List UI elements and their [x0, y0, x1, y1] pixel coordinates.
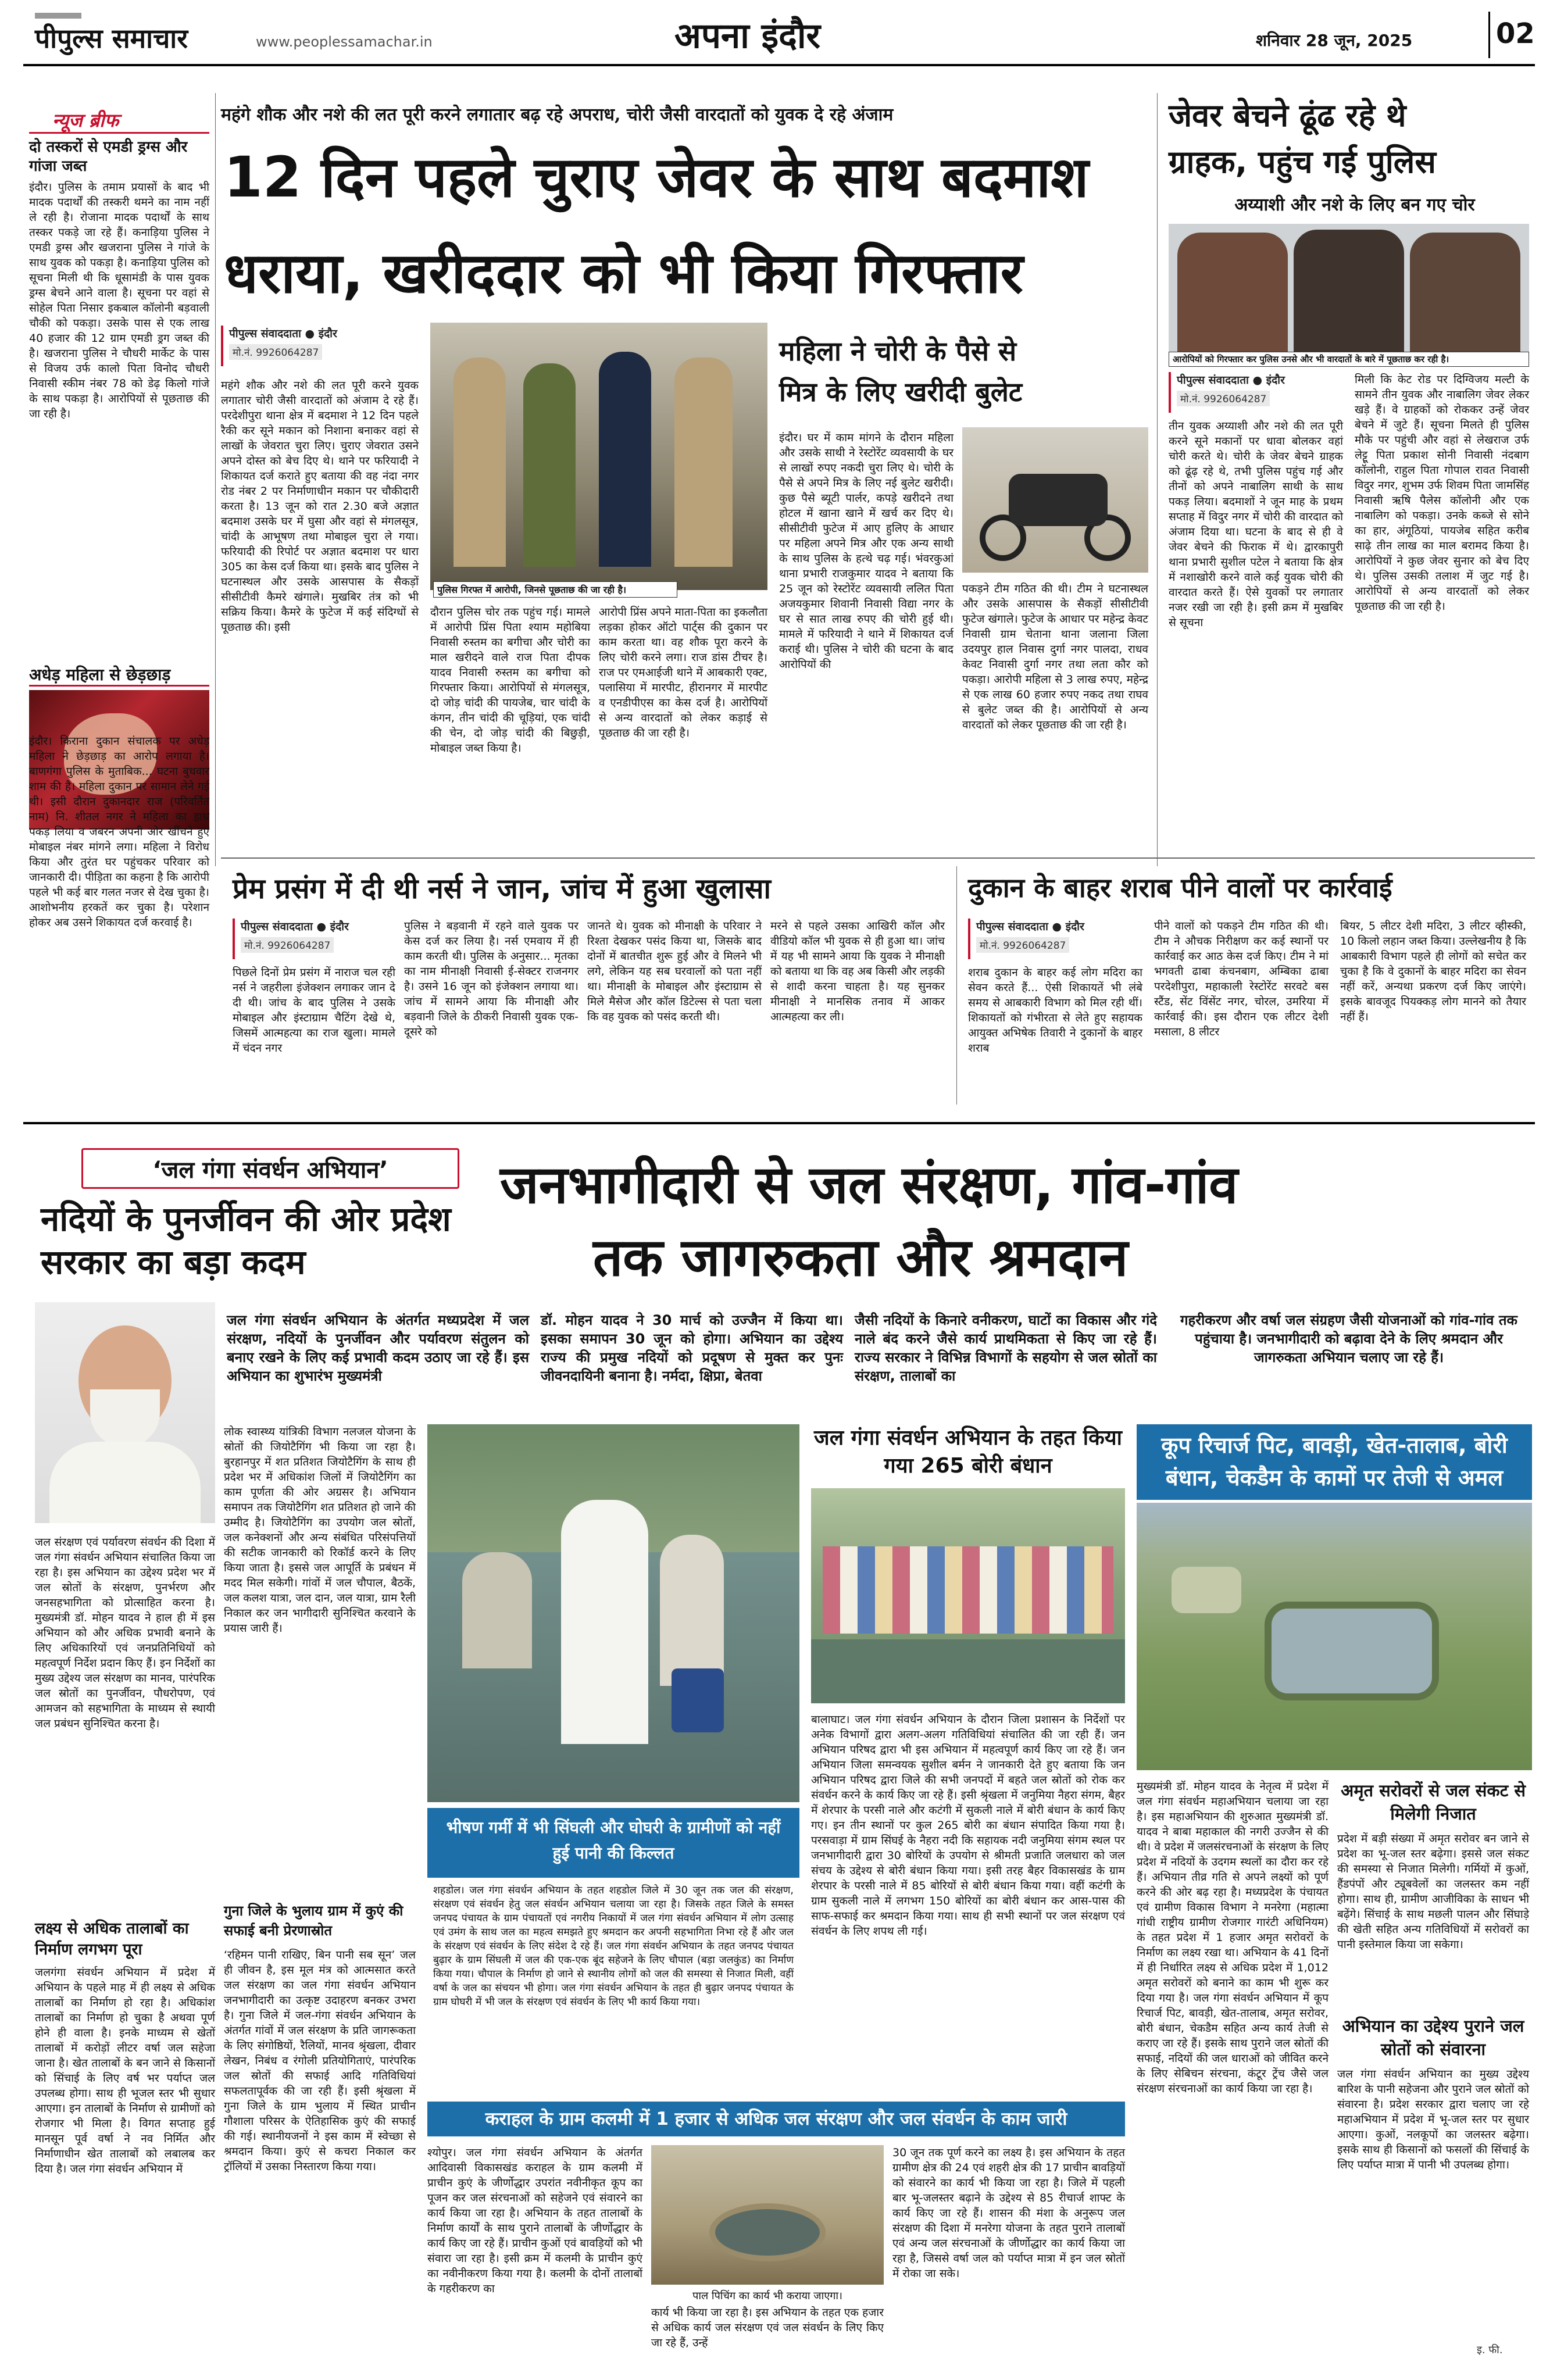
story4-mobile: मो.नं. 9926064287 — [241, 937, 334, 953]
recharge-photo — [1137, 1503, 1532, 1770]
story2-headline-line1: महिला ने चोरी के पैसे से — [779, 335, 1017, 367]
brief2-text: इंदौर। किराना दुकान संचालक पर अधेड़ महिला ने छेड़छाड़ का आरोप लगाया है। बाणगंगा पुलिस के मुताबिक... घटना बुधवार शाम की है। महिला दुकान पर सामान लेने गई थी। इसी दौरान दुकानदार राज (परिवर्तित नाम) नि. शीतल नगर ने महिला का हाथ पकड़ लिया व जबरन अपनी ओर खींचने हुए मोबाइल नंबर मांगने लगा। महिला ने विरोध किया और तुरंत घर पहुंचकर परिवार को जानकारी दी। पीड़िता का कहना है कि आरोपी पहले भी कई बार गलत नजर से देख चुका है। आशोभनीय हरकतें कर चुका है। परेशान होकर अब उसने शिकायत दर्ज करवाई है। — [29, 735, 209, 929]
news-brief-label: न्यूज ब्रीफ — [52, 109, 119, 131]
story5-col3: बियर, 5 लीटर देशी मदिरा, 3 लीटर व्हीस्की, 10 किलो लहान जब्त किया। उल्लेखनीय है कि आबकारी विभाग पहले ही लोगों को सचेत कर चुका है कि वे दुकानों के बाहर मदिरा का सेवन नहीं करें, अन्यथा प्रकरण दर्ज किए जाएंगे। इसके बावजूद पियक्कड़ लोग मानने को तैयार नहीं हैं। — [1340, 920, 1526, 1023]
story3-photo — [1169, 224, 1529, 355]
story5-col2: पीने वालों को पकड़ने टीम गठित की थी। टीम ने औचक निरीक्षण कर कई स्थानों पर कार्रवाई कर आठ केस दर्ज किए। टीम ने मां भगवती ढाबा कंचनबाग, अम्बिका ढाबा परदेशीपुरा, महाकाली रेस्टोरेंट सरवटे बस स्टैंड, सेंट विंसेंट नगर, चोरल, उमरिया में कार्रवाई की। इस दौरान एक लीटर देशी मसाला, 8 लीटर — [1154, 920, 1329, 1038]
recharge-text: मुख्यमंत्री डॉ. मोहन यादव के नेतृत्व में प्रदेश में जल गंगा संवर्धन महाअभियान चलाया जा रहा है। इस महाअभियान की शुरुआत मुख्यमंत्री डॉ. यादव ने बाबा महाकाल की नगरी उज्जैन से की थी। वे प्रदेश में जलसंरचनाओं के संरक्षण के लिए प्रदेश में नदियों के उदगम स्थलों का दौरा कर रहे हैं। अभियान तीव्र गति से अपने लक्ष्यों को पूर्ण करने की ओर बढ़ रहा है। मध्यप्रदेश के पंचायत एवं ग्रामीण विकास विभाग ने मनरेगा (महात्मा गांधी राष्ट्रीय ग्रामीण रोजगार गारंटी अधिनियम) के तहत प्रदेश में 1 हजार अमृत सरोवरों के निर्माण का लक्ष्य रखा था। अभियान के 41 दिनों में ही निर्धारित लक्ष्य से अधिक प्रदेश में 1,012 अमृत सरोवरों को बनाने का काम भी शुरू कर दिया गया है। जल गंगा संवर्धन अभियान में कूप रिचार्ज पिट, बावड़ी, खेत-तालाब, अमृत सरोवर, बोरी बंधान, चेकडैम सहित अन्य कार्य तेजी से कराए जा रहे हैं। इसके साथ पुराने जल स्रोतों की सफाई, नदियों की जल धाराओं को जीवित करने के लिए सेबिचन संरचना, कंटूर ट्रेंच जैसे जल संरक्षण संरचनाओं का कार्य किया जा रहा है। — [1137, 1780, 1329, 2095]
story1-headline-line1: 12 दिन पहले चुराए जेवर के साथ बदमाश — [224, 145, 1089, 210]
boribandh-photo — [811, 1488, 1125, 1703]
news-brief-label-box — [29, 102, 209, 134]
story5-col1: शराब दुकान के बाहर कई लोग मदिरा का सेवन करते हैं... ऐसी शिकायतें भी लंबे समय से आबकारी विभाग को मिल रही थीं। शिकायतों को गंभीरता से लेते हुए सहायक आयुक्त अभिषेक तिवारी ने दुकानों के बाहर शराब — [968, 966, 1142, 1055]
story4-byline: पीपुल्स संवाददाता ● इंदौर — [241, 920, 349, 933]
story3-mobile: मो.नं. 9926064287 — [1177, 391, 1270, 406]
story4-headline: प्रेम प्रसंग में दी थी नर्स ने जान, जांच में हुआ खुलासा — [233, 873, 771, 905]
story3-headline-line1: जेवर बेचने ढूंढ रहे थे — [1169, 97, 1406, 134]
recharge-box — [1137, 1424, 1532, 1500]
karahal-photo — [651, 2145, 884, 2285]
campaign-intro-col4: गहरीकरण और वर्षा जल संग्रहण जैसी योजनाओं को गांव-गांव तक पहुंचाया है। जनभागीदारी को बढ़ावा देने के लिए श्रमदान और जागरुकता अभियान चलाए जा रहे हैं। — [1180, 1312, 1517, 1366]
story5-headline: दुकान के बाहर शराब पीने वालों पर कार्रवाई — [968, 872, 1392, 903]
story5-byline: पीपुल्स संवाददाता ● इंदौर — [976, 920, 1084, 933]
story3-subhead: अय्याशी और नशे के लिए बन गए चोर — [1234, 195, 1475, 215]
paper-logo-tagline — [35, 13, 81, 19]
story3-col1: तीन युवक अय्याशी और नशे की लत पूरी करने सूने मकानों पर धावा बोलकर वहां चोरी करते थे। चोरी के जेवर बेचने ग्राहक को ढूंढ़ रहे थे, तभी पुलिस पहुंच गई और तीनों को अपने नाबालिग साथी के साथ पकड़ लिया। बदमाशों ने जून माह के प्रथम सप्ताह में विदुर नगर में चोरी की वारदात को अंजाम दिया था। घटना के बाद से ही वे जेवर बेचने की फिराक में थे। द्वारकापुरी थाना प्रभारी सुशील पटेल ने बताया कि क्षेत्र में नशाखोरी करने वाले कई युवक चोरी की वारदात करते हैं। ऐसे युवकों पर लगातार नजर रखी जा रही है। इसी क्रम में मुखबिर से सूचना — [1169, 420, 1343, 629]
story2-col2: पकड़ने टीम गठित की थी। टीम ने घटनास्थल और उसके आसपास के सैकड़ों सीसीटीवी फुटेज खंगाले। फुटेज के आधार पर महेन्द्र केवट निवासी ग्राम चेताना थाना जलाना जिला उदयपुर हाल निवास दुर्गा नगर पालदा, राधव केवट निवासी दुर्गा नगर तथा लता कौर को पकड़ा। आरोपी महिला से 3 लाख रुपए, महेन्द्र से एक लाख 60 हजार रुपए नकद तथा राघव से बुलेट जब्त की है। आरोपियों से अन्य वारदातों को लेकर पूछताछ की जा रही है। — [962, 583, 1148, 731]
divider-left — [215, 93, 216, 866]
brief2-title-bar — [29, 661, 209, 687]
story2-photo-bike — [962, 427, 1148, 573]
brief1-title: दो तस्करों से एमडी ड्रग्स और गांजा जब्त — [29, 138, 188, 175]
brief1-text: इंदौर। पुलिस के तमाम प्रयासों के बाद भी मादक पदार्थों की तस्करी थमने का नाम नहीं ले रही है। रोजाना मादक पदार्थों के साथ तस्कर पकड़े जा रहे हैं। कनाड़िया पुलिस ने एमडी ड्रग्स और खजराना पुलिस ने गांजे के साथ युवक को पकड़ा है। कनाड़िया पुलिस को सूचना मिली थी कि धूसामंडी के पास युवक ड्रग्स बेचने आने वाला है। सूचना पर वहां से सोहेल पिता निसार इकबाल कॉलोनी बड़वाली चौकी को पकड़ा। उसके पास से एक लाख 40 हजार की 12 ग्राम एमडी ड्रग जब्त की है। खजराना पुलिस ने चौधरी मार्केट के पास से विजय उर्फ कालो पिता विनोद चौधरी निवासी स्कीम नंबर 78 को डेढ़ किलो गांजे के साथ पकड़ा है। आरोपियों से पूछताछ की जा रही है। — [29, 181, 209, 420]
page-number: 02 — [1496, 17, 1535, 50]
story5-mobile: मो.नं. 9926064287 — [976, 937, 1069, 953]
karahal-col2: 30 जून तक पूर्ण करने का लक्ष्य है। इस अभियान के तहत ग्रामीण क्षेत्र की 24 एवं शहरी क्षेत्र की 17 प्राचीन बावड़ियों को संवारने का कार्य भी किया जा रहा है। जिले में पहली बार भू-जलस्तर बढ़ाने के उद्देश्य से 85 रीचार्ज शाफ्ट के कार्य किए जा रहे हैं। शासन की मंशा के अनुरूप जल संरक्षण की दिशा में मनरेगा योजना के तहत पुराने तालाबों एवं अन्य जल संरचनाओं के जीर्णोद्धार का कार्य किया जा रहा है, जिससे वर्षा जल को पर्याप्त मात्रा में इन जल स्रोतों में रोका जा सके। — [892, 2146, 1125, 2280]
drought-text: शहडोल। जल गंगा संवर्धन अभियान के तहत शहडोल जिले में 30 जून तक जल की संरक्षण, संरक्षण एवं संवर्धन हेतु जल संवर्धन अभियान चलाया जा रहा है। जिसके तहत जिले के समस्त जनपद पंचायत के ग्राम पंचायतों एवं नगरीय निकायों में जल गंगा संवर्धन अभियान में लोग उत्साह एवं उमंग के साथ जल का महत्व समझते हुए श्रमदान कर अपनी सहभागिता निभा रहे हैं और जल के संरक्षण एवं संवर्धन के लिए संदेश दे रहे हैं। जल गंगा संवर्धन अभियान के तहत जनपद पंचायत बुढ़ार के ग्राम सिंघली में जल की एक-एक बूंद सहेजने के लिए चौपाल (बड़ा जलकुंड) का निर्माण किया गया। चौपाल के निर्माण हो जाने से स्थानीय लोगों को जल की समस्या से निजात मिली, वहीं वर्षा के जल का संचयन भी होगा। जल गंगा संवर्धन अभियान के तहत ही बुढ़ार जनपद पंचायत के ग्राम घोघरी में भी जल के संरक्षण एवं संवर्धन के लिए भी कार्य किया गया। — [433, 1885, 794, 2008]
story1-col1: महंगे शौक और नशे की लत पूरी करने युवक लगातार चोरी जैसी वारदातों को अंजाम दे रहे हैं। परदेशीपुरा थाना क्षेत्र में बदमाश ने 12 दिन पहले रैकी कर सूने मकान को निशाना बनाकर वहां से लाखों के जेवरात चुरा लिए। चुराए जेवरात उसने अपने दोस्त को बेच दिए थे। थाने पर फरियादी ने शिकायत दर्ज कराते हुए बताया की वह नंदा नगर रोड नंबर 2 पर निर्माणाधीन मकान पर चौकीदारी करता है। 13 जून को रात 2.30 बजे अज्ञात बदमाश उसके घर में घुसा और वहां से मंगलसूत्र, चांदी के आभूषण तथा मोबाइल चुरा ले गया। फरियादी की रिपोर्ट पर अज्ञात बदमाश पर धारा 305 का केस दर्ज किया था। इसके बाद पुलिस ने घटनास्थल और उसके आसपास के सैकड़ों सीसीटीवी कैमरे खंगाले। मुखबिर तंत्र को भी सक्रिय किया। कैमरे के फुटेज में कई संदिग्धों से पूछताछ की। इसी — [221, 379, 419, 634]
campaign-mid-sub: गुना जिले के भुलाय ग्राम में कुएं की सफाई बनी प्रेरणास्रोत — [224, 1903, 403, 1939]
story1-byline: पीपुल्स संवाददाता ● इंदौर — [229, 327, 337, 340]
story4-col2: पुलिस ने बड़वानी में रहने वाले युवक पर केस दर्ज कर लिया है। नर्स एमवाय में ही काम करती थी। पुलिस के अनुसार... मृतका का नाम मीनाक्षी निवासी ई-सेक्टर राजनगर है। उसने 16 जून को इंजेक्शन लगाया था। जांच में सामने आया कि मीनाक्षी और बड़वानी जिले के ठीकरी निवासी युवक एक-दूसरे को — [404, 920, 578, 1038]
story1-photo — [430, 323, 767, 590]
story4-col1: पिछले दिनों प्रेम प्रसंग में नाराज चल रही नर्स ने जहरीला इंजेक्शन लगाकर जान दे दी थी। जांच के बाद पुलिस ने उसके मोबाइल और इंस्टाग्राम चैटिंग देखे थे, जिसमें आत्महत्या का राज खुला। मामले में चंदन नगर — [233, 966, 395, 1055]
paper-name: पीपुल्स समाचार — [35, 23, 188, 54]
aim-text: जल गंगा संवर्धन अभियान का मुख्य उद्देश्य बारिश के पानी सहेजना और पुराने जल स्रोतों को संवारना है। प्रदेश सरकार द्वारा चलाए जा रहे महाअभियान में प्रदेश में भू-जल स्तर पर सुधार आएगा। कुओं, नलकूपों का जलस्तर बढ़ेगा। इसके साथ ही किसानों को फसलों की सिंचाई के लिए पर्याप्त मात्रा में पानी भी उपलब्ध होगा। — [1337, 2068, 1529, 2171]
campaign-tag: ‘जल गंगा संवर्धन अभियान’ — [81, 1148, 459, 1189]
campaign-left-col-text2: जलगंगा संवर्धन अभियान में प्रदेश में अभियान के पहले माह में ही लक्ष्य से अधिक तालाबों का निर्माण हो रहा है। अधिकांश तालाबों का निर्माण हो चुका है अथवा पूर्ण होने ही वाला है। इनके माध्यम से खेतों तालाबों में करोड़ों लीटर वर्षा जल सहेजा जाना है। खेत तालाबों के बन जाने से किसानों को सिंचाई के लिए वर्ष भर पर्याप्त जल उपलब्ध होगा। साथ ही भूजल स्तर भी सुधार आएगा। इन तालाबों के निर्माण से ग्रामीणों को रोजगार भी मिला है। विगत सप्ताह हुई मानसून पूर्व वर्षा ने नव निर्मित और निर्माणाधीन खेत तालाबों को लबालब कर दिया है। जल गंगा संवर्धन अभियान में — [35, 1966, 215, 2175]
masthead — [0, 0, 1557, 64]
footer-code: इ. फी. — [1477, 2344, 1503, 2356]
amrit-text: प्रदेश में बड़ी संख्या में अमृत सरोवर बन जाने से प्रदेश का भू-जल स्तर बढ़ेगा। इससे जल संकट की समस्या से निजात मिलेगी। गर्मियों में कुओं, हैंडपंपों और ट्यूबवेलों का जलस्तर कम नहीं होगा। साथ ही, ग्रामीण आजीविका के साधन भी बढ़ेंगे। सिंचाई के साथ मछली पालन और सिंघाड़े की खेती सहित अन्य गतिविधियों में सरोवरों का पानी इस्तेमाल किया जा सकेगा। — [1337, 1832, 1529, 1951]
campaign-intro-col1: जल गंगा संवर्धन अभियान के अंतर्गत मध्यप्रदेश में जल संरक्षण, नदियों के पुनर्जीवन और पर्यावरण संतुलन को बनाए रखने के लिए कई प्रभावी कदम उठाए जा रहे हैं। इस अभियान का शुभारंभ मुख्यमंत्री — [227, 1312, 529, 1384]
story3-col2: मिली कि केट रोड पर दिग्विजय मल्टी के सामने तीन युवक और नाबालिग जेवर लेकर खड़े हैं। वे ग्राहकों को रोककर उन्हें जेवर बेचने में जुटे हैं। सूचना मिलते ही पुलिस मौके पर पहुंची और वहां से लेखराज उर्फ लेट्टू पिता प्रकाश सोनी निवासी नंदबाग कॉलोनी, राहुल पिता गोपाल रावत निवासी विदुर नगर, शुभम उर्फ शिवम पिता जामसिंह निवासी ऋषि पैलेस कॉलोनी और एक नाबालिग को पकड़ा। उनके कब्जे से सोने का हार, अंगूठियां, पायजेब सहित करीब साढ़े तीन लाख का माल बरामद किया है। आरोपियों ने कुछ जेवर सुनार को बेच दिए थे। पुलिस उसकी तलाश में जुट गई है। आरोपियों से अन्य वारदातों को लेकर पूछताछ की जा रही है। — [1355, 373, 1529, 613]
issue-date: शनिवार 28 जून, 2025 — [1256, 31, 1413, 50]
story1-byline-box — [221, 326, 419, 366]
campaign-left-sub1: लक्ष्य से अधिक तालाबों का निर्माण लगभग पूरा — [35, 1920, 189, 1959]
story4-col3: जानते थे। युवक को मीनाक्षी के परिवार ने रिश्ता देखकर पसंद किया था, जिसके बाद दोनों में बातचीत शुरू हुई और वे मिलने भी लगे, लेकिन यह सब घरवालों को पता नहीं था। मीनाक्षी के मोबाइल और इंस्टाग्राम से मिले मैसेज और कॉल डिटेल्स से पता चला कि वह युवक को पसंद करती थी। — [587, 920, 762, 1023]
story1-kicker: महंगे शौक और नशे की लत पूरी करने लगातार बढ़ रहे अपराध, चोरी जैसी वारदातों को युवक दे रहे अंजाम — [221, 105, 894, 125]
karahal-box — [427, 2102, 1125, 2136]
aim-head: अभियान का उद्देश्य पुराने जल स्रोतों को संवारना — [1342, 2016, 1524, 2059]
karahal-head: कराहल के ग्राम कलमी में 1 हजार से अधिक जल संरक्षण और जल संवर्धन के काम जारी — [485, 2109, 1067, 2129]
story3-headline-line2: ग्राहक, पहुंच गई पुलिस — [1169, 144, 1436, 180]
story4-byline-box — [233, 919, 395, 959]
campaign-mid-col-text2: ‘रहिमन पानी राखिए, बिन पानी सब सून’ जल ही जीवन है, इस मूल मंत्र को आत्मसात करते जल संरक्षण का जल गंगा संवर्धन अभियान जनभागीदारी का उत्कृष्ट उदाहरण बनकर उभरा है। गुना जिले में जल-गंगा संवर्धन अभियान के अंतर्गत गांवों में जल संरक्षण के प्रति जागरूकता के लिए संगोष्ठियों, रैलियों, मानव श्रृंखला, दीवार लेखन, निबंध व रंगोली प्रतियोगिताएं, पारंपरिक जल स्रोतों की सफाई आदि गतिविधियां सफलतापूर्वक की जा रही हैं। इसी श्रृंखला में गुना जिले के ग्राम भुलाय में स्थित प्राचीन गौशाला परिसर के ऐतिहासिक कुएं की सफाई की गई। स्थानीयजनों ने इस काम में स्वेच्छा से श्रमदान किया। कुएं से कचरा निकाल कर ट्रॉलियों में उसका निस्तारण किया गया। — [224, 1949, 416, 2173]
story4-col4: मरने से पहले उसका आखिरी कॉल और वीडियो कॉल भी युवक से ही हुआ था। जांच में यह भी सामने आया कि युवक ने मीनाक्षी को बताया था कि वह अब किसी और लड़की से शादी करना चाहता है। यह सुनकर मीनाक्षी ने मानसिक तनाव में आकर आत्महत्या कर ली। — [770, 920, 945, 1023]
karahal-col1: श्योपुर। जल गंगा संवर्धन अभियान के अंतर्गत आदिवासी विकासखंड कराहल के ग्राम कलमी में प्राचीन कुएं के जीर्णोद्धार उपरांत नवीनीकृत कूप का पूजन कर जल संरचनाओं को सहेजने एवं संवारने का कार्य किया जा रहा है। अभियान के तहत तालाबों के निर्माण कार्यों के साथ पुराने तालाबों के जीर्णोद्धार के कार्य किए जा रहे हैं। प्राचीन कुओं एवं बावड़ियों को भी संवारा जा रहा है। इसी क्रम में कलमी के प्राचीन कुएं का नवीनीकरण किया गया है। कलमी के दोनों तालाबों के गहरीकरण का — [427, 2146, 642, 2295]
rule-under-top — [221, 857, 1535, 859]
paper-logo — [35, 13, 279, 53]
campaign-main-headline-line2: तक जागरुकता और श्रमदान — [593, 1227, 1129, 1288]
website-url: www.peoplessamachar.in — [256, 34, 433, 50]
karahal-extra: कार्य भी किया जा रहा है। इस अभियान के तहत एक हजार से अधिक कार्य जल संरक्षण एवं जल संवर्धन के लिए किए जा रहे हैं, उन्हें — [651, 2306, 884, 2349]
story3-byline: पीपुल्स संवाददाता ● इंदौर — [1177, 374, 1285, 387]
story1-headline-line2: धराया, खरीददार को भी किया गिरफ्तार — [224, 241, 1023, 306]
section-title: अपना इंदौर — [674, 16, 821, 56]
boribandh-text: बालाघाट। जल गंगा संवर्धन अभियान के दौरान जिला प्रशासन के निर्देशों पर अनेक विभागों द्वारा अलग-अलग गतिविधियां संचालित की जा रही हैं। जन अभियान परिषद द्वारा भी इस अभियान में महत्वपूर्ण कार्य किए जा रहे हैं। जन अभियान जिला समन्वयक सुशील बर्मन ने जानकारी देते हुए बताया कि जन अभियान परिषद द्वारा जिले की सभी जनपदों में बहते जल स्रोतों को रोक कर संवर्धन करने के कार्य किए जा रहे हैं। इसी श्रृंखला में जनुमिया नैहरा संगम, बैहर में शेरपार के परसी नाले और कटंगी में सुकली नाले में बोरी बंधान के कार्य किए गए। इन तीन स्थानों पर कुल 265 बोरी का बंधान संपादित किया गया है। परसवाड़ा में ग्राम सिंघई के नैहरा नदी कि सहायक नदी जनुमिया संगम स्थल पर जनभागीदारी द्वारा 30 बोरियों के उपयोग से श्रीमती प्रजाति जलधारा को जल संचय के उद्देश्य से बोरी बंधान किया गया। इसी तरह बैहर विकासखंड के ग्राम शेरपार के परसी नाले में 85 बोरियों से बोरी बंधान किया गया। वहीं कटंगी के ग्राम सुकली नाले में लगभग 150 बोरियों का बोरी बंधान कर आस-पास की साफ-सफाई कर श्रमदान किया गया। साथ ही सभी स्थानों पर जल संरक्षण एवं संवर्धन के लिए शपथ ली गई। — [811, 1713, 1125, 1938]
story1-photo-caption: पुलिस गिरफ्त में आरोपी, जिनसे पूछताछ की जा रही है। — [433, 581, 677, 598]
campaign-intro-col3: जैसी नदियों के किनारे वनीकरण, घाटों का विकास और गंदे नाले बंद करने जैसे कार्य प्राथमिकता से किए जा रहे हैं। राज्य सरकार ने विभिन्न विभागों के सहयोग से जल स्रोतों का संरक्षण, तालाबों का — [855, 1312, 1157, 1384]
campaign-intro-col2: डॉ. मोहन यादव ने 30 मार्च को उज्जैन में किया था। इसका समापन 30 जून को होगा। अभियान का उद्देश्य राज्य की प्रमुख नदियों को प्रदूषण से मुक्त कर पुनः जीवनदायिनी बनाना है। नर्मदा, क्षिप्रा, बेतवा — [541, 1312, 843, 1384]
story3-byline-box — [1169, 372, 1343, 413]
campaign-top-rule — [23, 1122, 1535, 1124]
leader-portrait — [35, 1302, 215, 1523]
campaign-photo-center — [427, 1424, 799, 1802]
story3-photo-caption: आरोपियों को गिरफ्तार कर पुलिस उनसे और भी वारदातों के बारे में पूछताछ कर रही है। — [1169, 352, 1529, 367]
story1-col2: दौरान पुलिस चोर तक पहुंच गई। मामले में आरोपी प्रिंस पिता श्याम महोबिया निवासी रुस्तम का बगीचा और चोरी का माल खरीदने वाले राज पिता दीपक यादव निवासी रुस्तम का बगीचा को गिरफ्तार किया। आरोपियों से मंगलसूत्र, दो जोड़ चांदी की पायजेब, चार चांदी के कंगन, तीन चांदी की चूड़ियां, एक चांदी की चेन, दो जोड़ चांदी की बिछुड़ी, मोबाइल जब्त किया है। — [430, 606, 590, 755]
karahal-photo-caption: पाल पिचिंग का कार्य भी कराया जाएगा। — [651, 2288, 884, 2304]
recharge-head: कूप रिचार्ज पिट, बावड़ी, खेत-तालाब, बोरी बंधान, चेकडैम के कामों पर तेजी से अमल — [1161, 1432, 1508, 1491]
story1-col3: आरोपी प्रिंस अपने माता-पिता का इकलौता लड़का होकर ऑटो पार्ट्स की दुकान पर काम करता था। वह शौक पूरा करने के लिए चोरी करने लगा। राज डांस टीचर है। राज पर एमआईजी थाने में आबकारी एक्ट, पलासिया में मारपीट, हीरानगर में मारपीट व एनडीपीएस का केस दर्ज है। आरोपियों से अन्य वारदातों को लेकर कड़ाई से पूछताछ की जा रही है। — [599, 606, 767, 739]
story2-col1: इंदौर। घर में काम मांगने के दौरान महिला और उसके साथी ने रेस्टोरेंट व्यवसायी के घर से लाखों रुपए नकदी चुरा लिए थे। चोरी के पैसे से अपने मित्र के लिए नई बुलेट खरीदी। कुछ पैसे ब्यूटी पार्लर, कपड़े खरीदने तथा होटल में खाना खाने में खर्च कर दिए थे। सीसीटीवी फुटेज में आए हुलिए के आधार पर महिला अपने मित्र और एक अन्य साथी के साथ पुलिस के हत्थे चढ़ गई। भंवरकुआं थाना प्रभारी राजकुमार यादव ने बताया कि 25 जून को रेस्टोरेंट व्यवसायी ललित पिता अजयकुमार शिवानी निवासी विद्या नगर के घर से सात लाख रुपए की चोरी हुई थी। मामले में फरियादी ने थाने में शिकायत दर्ज कराई थी। पुलिस ने चोरी की घटना के बाद आरोपियों की — [779, 431, 954, 671]
amrit-head: अमृत सरोवरों से जल संकट से मिलेगी निजात — [1341, 1781, 1526, 1824]
campaign-main-headline-line1: जनभागीदारी से जल संरक्षण, गांव-गांव — [500, 1155, 1238, 1216]
story5-byline-box — [968, 919, 1142, 959]
drought-box — [427, 1808, 799, 1878]
divider-mid-top — [1157, 93, 1158, 866]
page-number-box — [1488, 12, 1536, 58]
boribandh-head: जल गंगा संवर्धन अभियान के तहत किया गया 265 बोरी बंधान — [814, 1426, 1122, 1478]
story1-mobile: मो.नं. 9926064287 — [229, 344, 322, 360]
campaign-left-headline: नदियों के पुनर्जीवन की ओर प्रदेश सरकार का बड़ा कदम — [41, 1199, 451, 1282]
brief2-title: अधेड़ महिला से छेड़छाड़ — [29, 665, 171, 684]
campaign-mid-col-text: लोक स्वास्थ्य यांत्रिकी विभाग नलजल योजना के स्रोतों की जियोटैगिंग भी किया जा रहा है। बुरहानपुर में शत प्रतिशत जियोटैगिंग के साथ ही प्रदेश भर में अधिकांश जिलों में जियोटैगिंग का काम पूर्णता की ओर अग्रसर है। अभियान समापन तक जियोटैगिंग शत प्रतिशत हो जाने की उम्मीद है। जियोटैगिंग का उपयोग जल स्रोतों, जल कनेक्शनों और अन्य संबंधित परिसंपत्तियों की सटीक जानकारी को रिकॉर्ड करने के लिए किया जाता है। इससे जल आपूर्ति के प्रबंधन में मदद मिल सकेगी। गांवों में जल चौपाल, बैठकें, जल कलश यात्रा, जल दान, जल यात्रा, ग्राम रैली निकाल कर जन भागीदारी सुनिश्चित करवाने के प्रयास जारी हैं। — [224, 1425, 416, 1635]
campaign-left-col-text: जल संरक्षण एवं पर्यावरण संवर्धन की दिशा में जल गंगा संवर्धन अभियान संचालित किया जा रहा है। इस अभियान का उद्देश्य प्रदेश भर में जल स्रोतों के संरक्षण, पुनर्भरण और जनसहभागिता को प्रोत्साहित करना है। मुख्यमंत्री डॉ. मोहन यादव ने हाल ही में इस अभियान को और अधिक प्रभावी बनाने के लिए अधिकारियों एवं जनप्रतिनिधियों को महत्वपूर्ण निर्देश प्रदान किए हैं। इन निर्देशों का मुख्य उद्देश्य जल संरक्षण का मानव, पारंपरिक जल स्रोतों का पुनर्जीवन, पौधरोपण, एवं आमजन को सहभागिता के माध्यम से स्थायी जल प्रबंधन सुनिश्चित करना है। — [35, 1536, 215, 1730]
masthead-rule — [23, 64, 1535, 66]
divider-story5 — [956, 866, 957, 1105]
drought-head: भीषण गर्मी में भी सिंघली और घोघरी के ग्रामीणों को नहीं हुई पानी की किल्लत — [446, 1818, 781, 1863]
story2-headline-line2: मित्र के लिए खरीदी बुलेट — [779, 376, 1023, 408]
